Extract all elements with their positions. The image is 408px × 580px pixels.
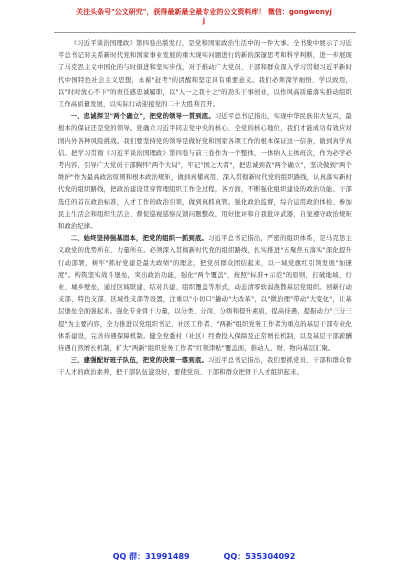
page-header [0, 8, 408, 26]
paragraph-text: 习近平总书记指出，实现中华民族伟大复兴，最根本的保证还是党的领导。党确立习近平同志党中央的核心、全党的核心地位，我们才能成功有效应对国内外各种风险挑战。我们要坚持党的领导是做好党和国家各项工作的根本保证这一信条，做到真学真信。把学习贯彻《习近平谈治国理政》第四卷与前三卷作为一个整体，一体纳入主体班次，作为必学必考内容，引导广大党员干部胸怀"两个大局"，牢记"国之大者"，把忠诚到我"两个确立"，坚决做到"两个维护"作为最高政治原则和根本政治规矩，做到真懂真用、深入贯彻新时代党的组织路线，认真落实新时代党的组织路线，把政治建设贯穿管理组织工作全过程，各方面，不断强化组织建设的政治功能。干部选任的首在政治标准，人才工作的政治引领，做到真抓真管。强化政治监督，综合运用政治体检、参加民主生活会和组织生活会、督促巡视巡察反馈问题整改，用好批评和自我批评武器，自觉遵守政治规矩和政治纪律。 [58, 113, 352, 231]
header-promo-line-wrap: j [202, 17, 206, 25]
footer-qq-group: QQ 群：31991489 [112, 552, 190, 561]
header-divider [54, 32, 356, 33]
paragraph-section-1 [58, 111, 352, 233]
article-body [58, 38, 352, 380]
paragraph-text: 习近平总书记指出，我们要抓党员、干部和群众骨干人才的政治素养，把干部队伍建设好，要使党员、干部和群众把骨干人才组织起来。 [58, 357, 352, 377]
page-footer [0, 551, 408, 562]
paragraph-text: 习近平总书记指出，严密的组织体系，是马克思主义政党的优势所在、力量所在。必须深入贯彻新时代党的组织路线，扎实推进"五聚焦五落实"深化提升行动部署，树牢"抓好党建是最大政绩"的理念，把党员群众团结起来，以一域党旗红引领发展"加速度"。构筑坚实战斗堡垒，突出政治功能，强化"两个覆盖"，按照"标准+示范"的原则，打破地域、行业、城乡壁垒，通过区域联建、结对共建、组织覆盖等形式，动态清零软弱涣散基层党组织。创新行动支部、特色支部、区域性支部等设置，注重以"小切口"撬动"大改革"，以"微治理"带动"大变化"，让基层堡垒全面强起来。强化专业骨干力量，以分类、分岗、分级和提升素质，提高待遇，提振动力"三分三提"为主要内容，全力推进以党组织书记、社区工作者、"两新"组织党务工作者为重点的基层干部专业化体系建设，完善待遇保障机制。健全党委村（社区）经费投入保障及正常增长机制，以及基层干部薪酬待遇自然增长机制，扩大"两新"组织党务工作者"红领津贴"覆盖面，推动人、财、物向基层汇聚。 [58, 235, 352, 353]
header-promo-line: 关注头条号"公文研究"，获得最新最全最专业的公文资料库！ 微信：gongwenyj [76, 8, 332, 16]
paragraph-text: 《习近平谈治国理政》第四卷出版发行，是党和国家政治生活中的一件大事。全书集中展示了习近平总书记对关系新时代党和国家事业发展的重大现实问题进行的新的深邃思考和科学判断，进一步展现了马克思主义中国化的与时俱进和坚实步伐，对于推动广大党员、干部和群众深入学习贯彻习近平新时代中国特色社会主义思想，永葆"赶考"的清醒和坚定具有重要意义。我们必须深学细悟、学以致用，以"时时放心不下"的责任感忠诚履职，以"人一之我十之"的劲头干事创业，以作风高质量落实推动组织工作高质量发展，以实际行动迎接党的二十大胜利召开。 [58, 40, 352, 109]
section-heading: 三、建强配好班子队伍，把党的决策一落到底。 [70, 357, 209, 365]
paragraph-intro [58, 38, 352, 111]
paragraph-section-2 [58, 233, 352, 355]
section-heading: 一、忠诚捍卫"两个确立"，把党的领导一贯到底。 [70, 113, 215, 121]
paragraph-section-3 [58, 355, 352, 379]
section-heading: 二、始终坚持强基固本，把党的组织一抓到底。 [70, 235, 209, 243]
footer-qq-contact: QQ：535304092 [223, 552, 296, 561]
